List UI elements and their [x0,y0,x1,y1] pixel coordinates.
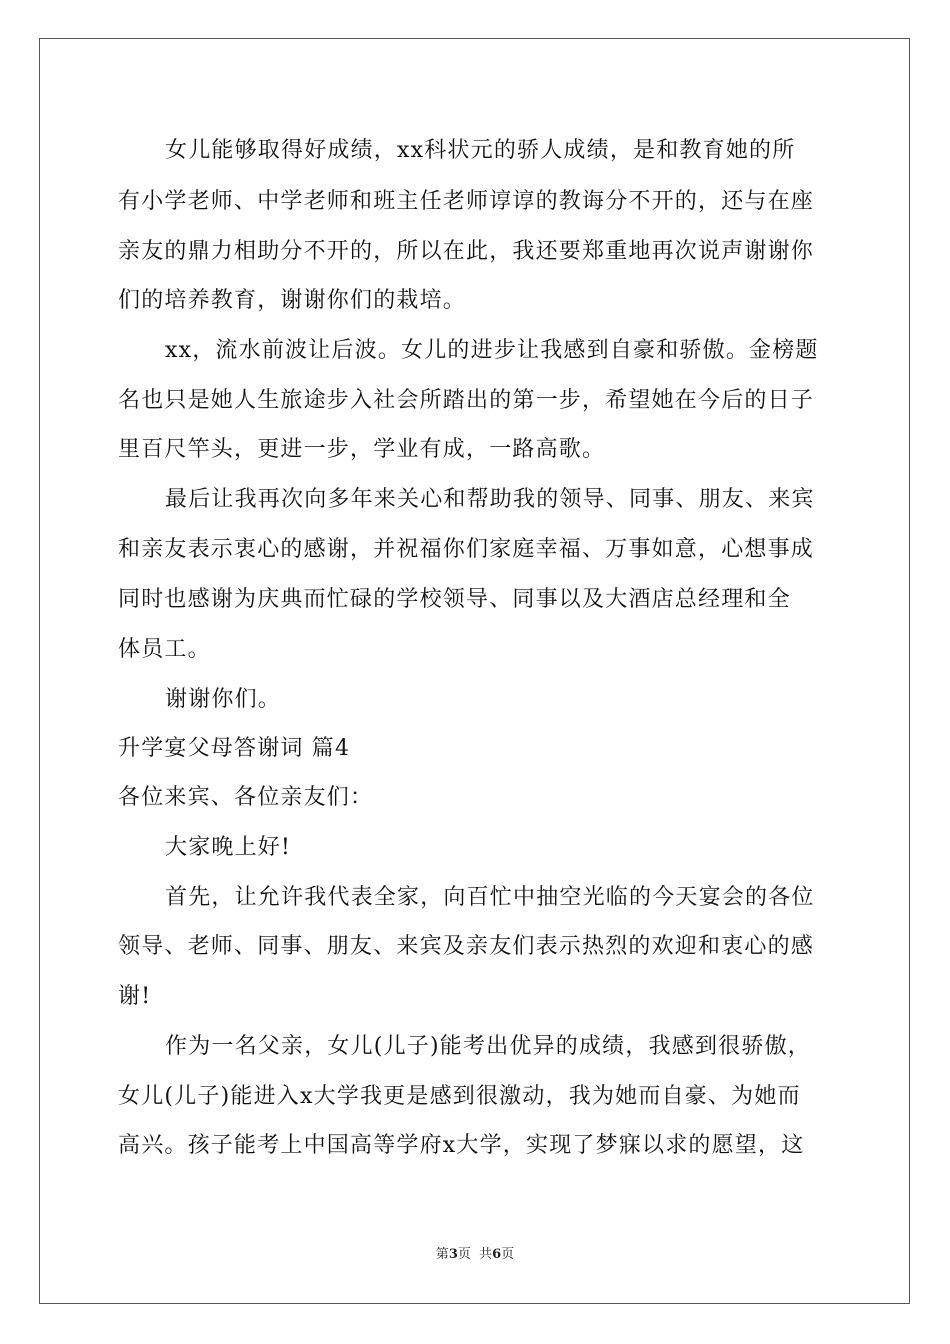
text-line: 有小学老师、中学老师和班主任老师谆谆的教诲分不开的，还与在座 [118,189,815,214]
text-line: 作为一名父亲，女儿(儿子)能考出优异的成绩，我感到很骄傲， [165,1034,811,1059]
text-line: 女儿能够取得好成绩，xx科状元的骄人成绩，是和教育她的所 [165,138,796,163]
text-line: 女儿(儿子)能进入x大学我更是感到很激动，我为她而自豪、为她而 [118,1084,801,1109]
section-heading: 升学宴父母答谢词 篇4 [118,736,351,761]
text-line: 最后让我再次向多年来关心和帮助我的领导、同事、朋友、来宾 [165,487,815,512]
text-line: 高兴。孩子能考上中国高等学府x大学，实现了梦寐以求的愿望，这 [118,1133,805,1158]
salutation: 各位来宾、各位亲友们： [118,785,374,810]
page-footer [0,1247,950,1263]
text-line: 首先，让允许我代表全家，向百忙中抽空光临的今天宴会的各位 [165,885,815,910]
page-border [39,38,910,1304]
text-line: 谢! [118,984,152,1009]
text-line: 体员工。 [118,637,211,662]
page-suffix: 页 [501,1247,515,1262]
text-line: 同时也感谢为庆典而忙碌的学校领导、同事以及大酒店总经理和全 [118,587,791,612]
text-line: 谢谢你们。 [165,687,282,712]
text-line: 里百尺竿头，更进一步，学业有成，一路高歌。 [118,437,606,462]
text-line: 和亲友表示衷心的感谢，并祝福你们家庭幸福、万事如意，心想事成 [118,537,815,562]
page-total: 6 [492,1247,502,1262]
text-line: 亲友的鼎力相助分不开的，所以在此，我还要郑重地再次说声谢谢你 [118,239,815,264]
text-line: 名也只是她人生旅途步入社会所踏出的第一步，希望她在今后的日子 [118,388,815,413]
text-line: 们的培养教育，谢谢你们的栽培。 [118,288,467,313]
text-line: xx，流水前波让后波。女儿的进步让我感到自豪和骄傲。金榜题 [165,338,819,363]
page-current: 3 [448,1247,458,1262]
page-mid: 页 共 [457,1247,493,1262]
text-line: 领导、老师、同事、朋友、来宾及亲友们表示热烈的欢迎和衷心的感 [118,934,815,959]
page-prefix: 第 [435,1247,449,1262]
text-line: 大家晚上好! [165,835,292,860]
